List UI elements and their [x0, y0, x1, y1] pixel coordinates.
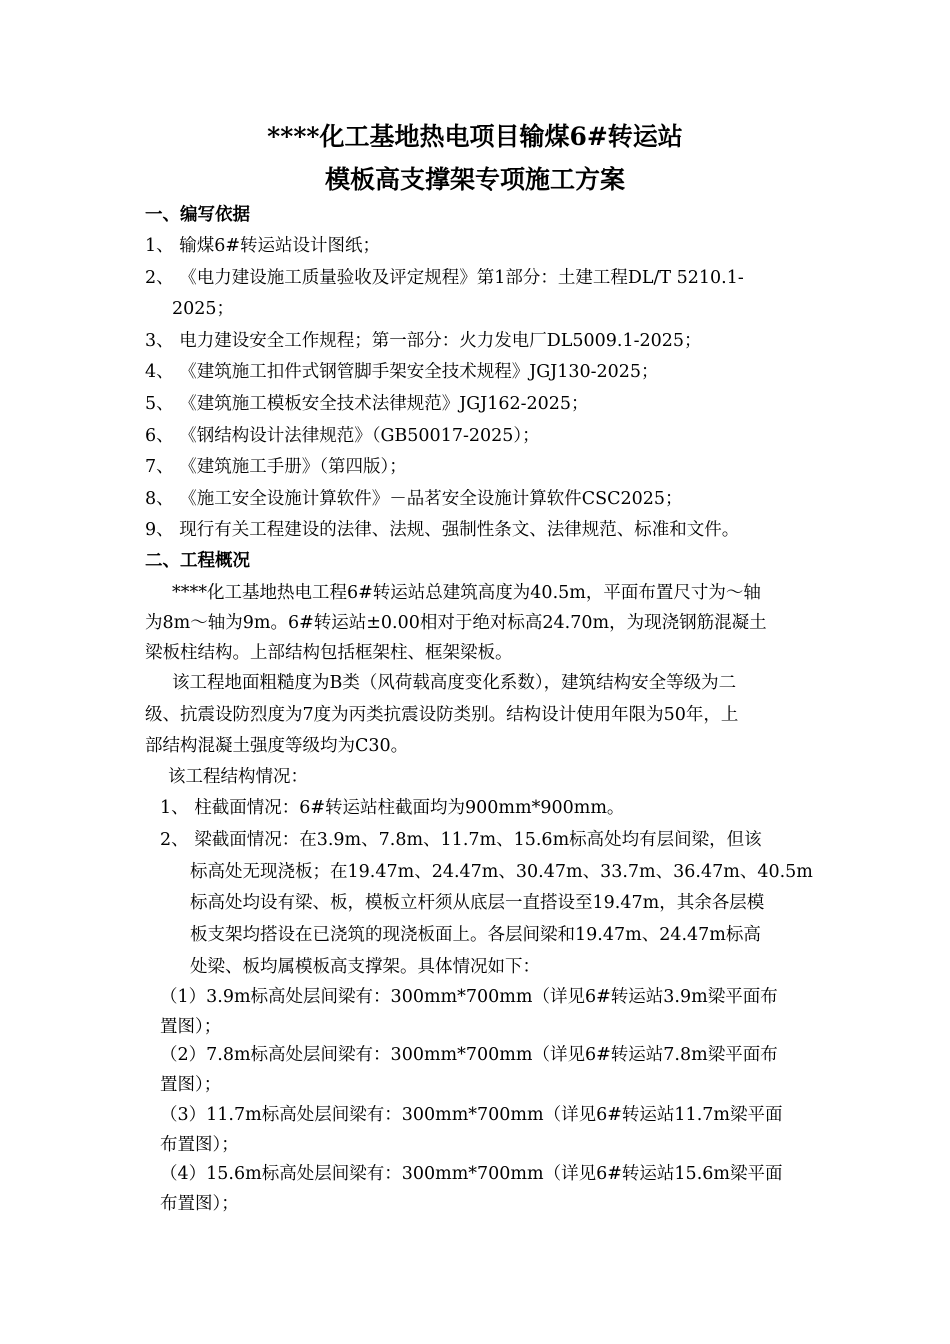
paragraph-line: 该工程地面粗糙度为B类（风荷载高度变化系数），建筑结构安全等级为二: [172, 673, 737, 693]
list-item: 6、 《钢结构设计法律规范》（GB50017-2025）；: [145, 426, 540, 446]
sub-item: （1）3.9m标高处层间梁有：300mm*700mm（详见6#转运站3.9m梁平面布: [160, 987, 778, 1007]
paragraph-line: 该工程结构情况：: [168, 767, 308, 787]
list-item-continuation: 板支架均搭设在已浇筑的现浇板面上。各层间梁和19.47m、24.47m标高: [190, 925, 761, 945]
list-item: 1、 输煤6#转运站设计图纸；: [145, 236, 380, 256]
sub-item-continuation: 置图）；: [160, 1075, 222, 1095]
sub-item: （4）15.6m标高处层间梁有：300mm*700mm（详见6#转运站15.6m梁平面: [160, 1164, 783, 1184]
list-item: 2、 《电力建设施工质量验收及评定规程》第1部分：土建工程DL/T 5210.1-: [145, 268, 744, 288]
section2-heading: 二、工程概况: [145, 551, 250, 571]
sub-item: （3）11.7m标高处层间梁有：300mm*700mm（详见6#转运站11.7m梁平面: [160, 1105, 783, 1125]
paragraph-line: 梁板柱结构。上部结构包括框架柱、框架梁板。: [145, 643, 513, 663]
document-title-line2: 模板高支撑架专项施工方案: [324, 165, 625, 194]
sub-item-continuation: 布置图）；: [160, 1135, 239, 1155]
list-item: 8、 《施工安全设施计算软件》－品茗安全设施计算软件CSC2025；: [145, 489, 683, 509]
sub-item-continuation: 布置图）；: [160, 1194, 239, 1214]
list-item: 1、 柱截面情况：6#转运站柱截面均为900mm*900mm。: [160, 798, 625, 818]
sub-item: （2）7.8m标高处层间梁有：300mm*700mm（详见6#转运站7.8m梁平面布: [160, 1045, 778, 1065]
list-item-continuation: 标高处无现浇板；在19.47m、24.47m、30.47m、33.7m、36.47m、40.5m: [190, 862, 813, 882]
list-item-continuation: 标高处均设有梁、板，模板立杆须从底层一直搭设至19.47m，其余各层模: [190, 893, 765, 913]
paragraph-line: 为8m～轴为9m。6#转运站±0.00相对于绝对标高24.70m，为现浇钢筋混凝土: [145, 613, 767, 633]
list-item: 5、 《建筑施工模板安全技术法律规范》JGJ162-2025；: [145, 394, 589, 414]
document-title-line1: ****化工基地热电项目输煤6#转运站: [267, 122, 683, 151]
sub-item-continuation: 置图）；: [160, 1017, 222, 1037]
paragraph-line: 部结构混凝土强度等级均为C30。: [145, 736, 409, 756]
list-item: 9、 现行有关工程建设的法律、法规、强制性条文、法律规范、标准和文件。: [145, 520, 740, 540]
paragraph-line: ****化工基地热电工程6#转运站总建筑高度为40.5m，平面布置尺寸为～轴: [172, 583, 761, 603]
list-item: 3、 电力建设安全工作规程；第一部分：火力发电厂DL5009.1-2025；: [145, 331, 702, 351]
paragraph-line: 级、抗震设防烈度为7度为丙类抗震设防类别。结构设计使用年限为50年，上: [145, 705, 739, 725]
section1-heading: 一、编写依据: [145, 205, 250, 225]
list-item: 7、 《建筑施工手册》（第四版）；: [145, 457, 407, 477]
list-item-continuation: 处梁、板均属模板高支撑架。具体情况如下：: [190, 957, 540, 977]
list-item-continuation: 2025；: [172, 299, 235, 319]
list-item: 4、 《建筑施工扣件式钢管脚手架安全技术规程》JGJ130-2025；: [145, 362, 659, 382]
list-item: 2、 梁截面情况：在3.9m、7.8m、11.7m、15.6m标高处均有层间梁，但该: [160, 830, 762, 850]
